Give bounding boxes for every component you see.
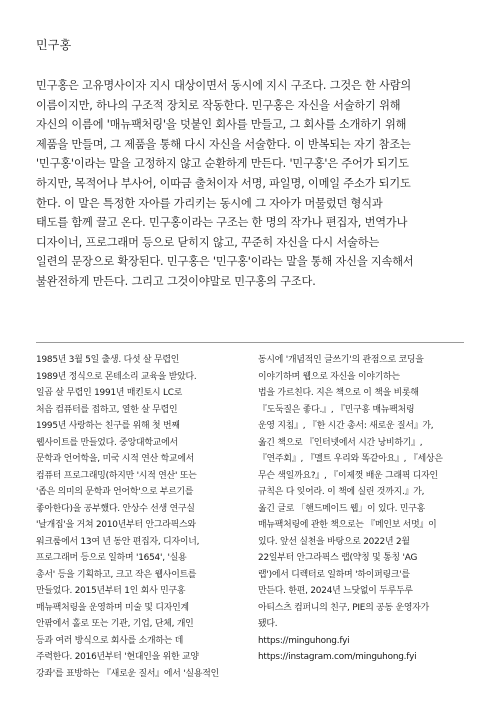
essay-line: 자신의 이름에 '매뉴팩처링'을 덧붙인 회사를 만들고, 그 회사를 소개하기 위해 <box>36 118 407 132</box>
bio-line: 있다. 앞선 실천을 바탕으로 2022년 2월 <box>258 536 410 547</box>
bio-column-right <box>258 352 460 666</box>
bio-line: 등과 여러 방식으로 회사를 소개하는 데 <box>36 635 184 646</box>
bio-line: 운영 지침』, 『한 시간 총서: 새로운 질서』가, <box>258 421 434 431</box>
bio-line: 매뉴팩처링을 운영하며 미술 및 디자인계 <box>36 602 189 613</box>
bio-line: 1989년 정식으로 몬테소리 교육을 받았다. <box>36 371 197 382</box>
bio-column-left <box>36 352 238 682</box>
essay-line: 불완전하게 만든다. 그리고 그것이야말로 민구홍의 구조다. <box>36 274 316 288</box>
bio-line: 주력한다. 2016년부터 '현대인을 위한 교양 <box>36 652 199 662</box>
bio-line: 무슨 색일까요?』, 『이제껏 배운 그래픽 디자인 <box>258 470 438 481</box>
bio-line: 총서' 등을 기획하고, 크고 작은 웹사이트를 <box>36 569 197 580</box>
essay-line: 태도를 함께 끌고 온다. 민구홍이라는 구조는 한 명의 작가나 편집자, 번역가나 <box>36 216 408 230</box>
bio-line: 웹사이트를 만들었다. 중앙대학교에서 <box>36 437 178 448</box>
bio-line: 만든다. 한편, 2024년 느닷없이 두루두루 <box>258 586 413 596</box>
bio-line: 좋아한다)을 공부했다. 안상수 선생 연구실 <box>36 503 195 514</box>
essay-line: 제품을 만들며, 그 제품을 통해 다시 자신을 서술한다. 이 반복되는 자기 참조는 <box>36 137 411 151</box>
bio-line: 옮긴 글로 「핸드메이드 웹」이 있다. 민구홍 <box>258 503 426 514</box>
section-divider <box>36 342 464 343</box>
bio-line: 아티스츠 컴퍼니의 친구, PIE의 공동 운영자가 <box>258 602 430 613</box>
essay-line: 한다. 이 말은 특정한 자아를 가리키는 동시에 그 자아가 머물렀던 형식과 <box>36 196 383 210</box>
bio-line: 1985년 3월 5일 출생. 다섯 살 무렵인 <box>36 355 180 365</box>
essay-paragraph <box>36 76 466 292</box>
bio-line: 법을 가르친다. 지은 책으로 이 책을 비롯해 <box>258 388 419 398</box>
bio-line: 됐다. <box>258 619 278 629</box>
essay-line: 디자이너, 프로그래머 등으로 닫히지 않고, 꾸준히 자신을 다시 서술하는 <box>36 235 380 249</box>
bio-line: 문학과 언어학을, 미국 시적 연산 학교에서 <box>36 454 195 464</box>
bio-line: https://instagram.com/minguhong.fyi <box>258 652 417 662</box>
bio-line: 『도둑질은 좋다.』, 『민구홍 매뉴팩처링 <box>258 404 415 415</box>
bio-line: 규칙은 다 잊어라. 이 책에 실린 것까지.』가, <box>258 487 425 497</box>
bio-line: 강좌'를 표방하는 『새로운 질서』에서 '실용적인 <box>36 668 220 679</box>
bio-line: 일곱 살 무렵인 1991년 매킨토시 LC로 <box>36 388 183 398</box>
bio-line: 안팎에서 홀로 또는 기관, 기업, 단체, 개인 <box>36 619 194 629</box>
bio-line: https://minguhong.fyi <box>258 635 350 646</box>
essay-line: 민구홍은 고유명사이자 지시 대상이면서 동시에 지시 구조다. 그것은 한 사람의 <box>36 79 412 92</box>
bio-line: 워크룸에서 13여 년 동안 편집자, 디자이너, <box>36 536 200 547</box>
bio-line: '좁은 의미의 문학과 언어학'으로 부르기를 <box>36 487 194 497</box>
bio-line: 옮긴 책으로 『인터넷에서 시간 낭비하기』, <box>258 437 423 448</box>
bio-line: 1995년 사랑하는 친구를 위해 첫 번째 <box>36 421 180 431</box>
essay-line: 하지만, 목적어나 부사어, 이따금 출처이자 서명, 파일명, 이메일 주소가 되기도 <box>36 176 411 190</box>
bio-line: 랩')에서 디렉터로 일하며 '하이퍼링크'를 <box>258 569 410 580</box>
essay-line: 이름이지만, 하나의 구조적 장치로 작동한다. 민구홍은 자신을 서술하기 위해 <box>36 98 401 112</box>
bio-line: '날개집'을 거쳐 2010년부터 안그라픽스와 <box>36 520 196 530</box>
bio-line: 22일부터 안그라픽스 랩(약칭 및 통칭 'AG <box>258 553 418 563</box>
essay-line: '민구홍'이라는 말을 고정하지 않고 순환하게 만든다. '민구홍'은 주어가 되기도 <box>36 157 409 171</box>
bio-line: 처음 컴퓨터를 접하고, 열한 살 무렵인 <box>36 404 178 415</box>
bio-line: 동시에 '개념적인 글쓰기'의 관점으로 코딩을 <box>258 355 424 365</box>
bio-line: 이야기하며 웹으로 자신을 이야기하는 <box>258 371 400 382</box>
page-title: 민구홍 <box>36 38 72 52</box>
essay-line: 일련의 문장으로 확장된다. 민구홍은 '민구홍'이라는 말을 통해 자신을 지속해서 <box>36 255 414 269</box>
bio-line: 컴퓨터 프로그래밍(하지만 '시적 연산' 또는 <box>36 470 197 481</box>
bio-line: 만들었다. 2015년부터 1인 회사 민구홍 <box>36 586 186 596</box>
bio-line: 프로그래머 등으로 일하며 '1654', '실용 <box>36 553 187 563</box>
bio-line: 『연주회』, 『멜트 우리와 똑같아요』, 『세상은 <box>258 454 443 464</box>
bio-line: 매뉴팩처링에 관한 책으로는 『메인보 서멋』이 <box>258 520 437 530</box>
